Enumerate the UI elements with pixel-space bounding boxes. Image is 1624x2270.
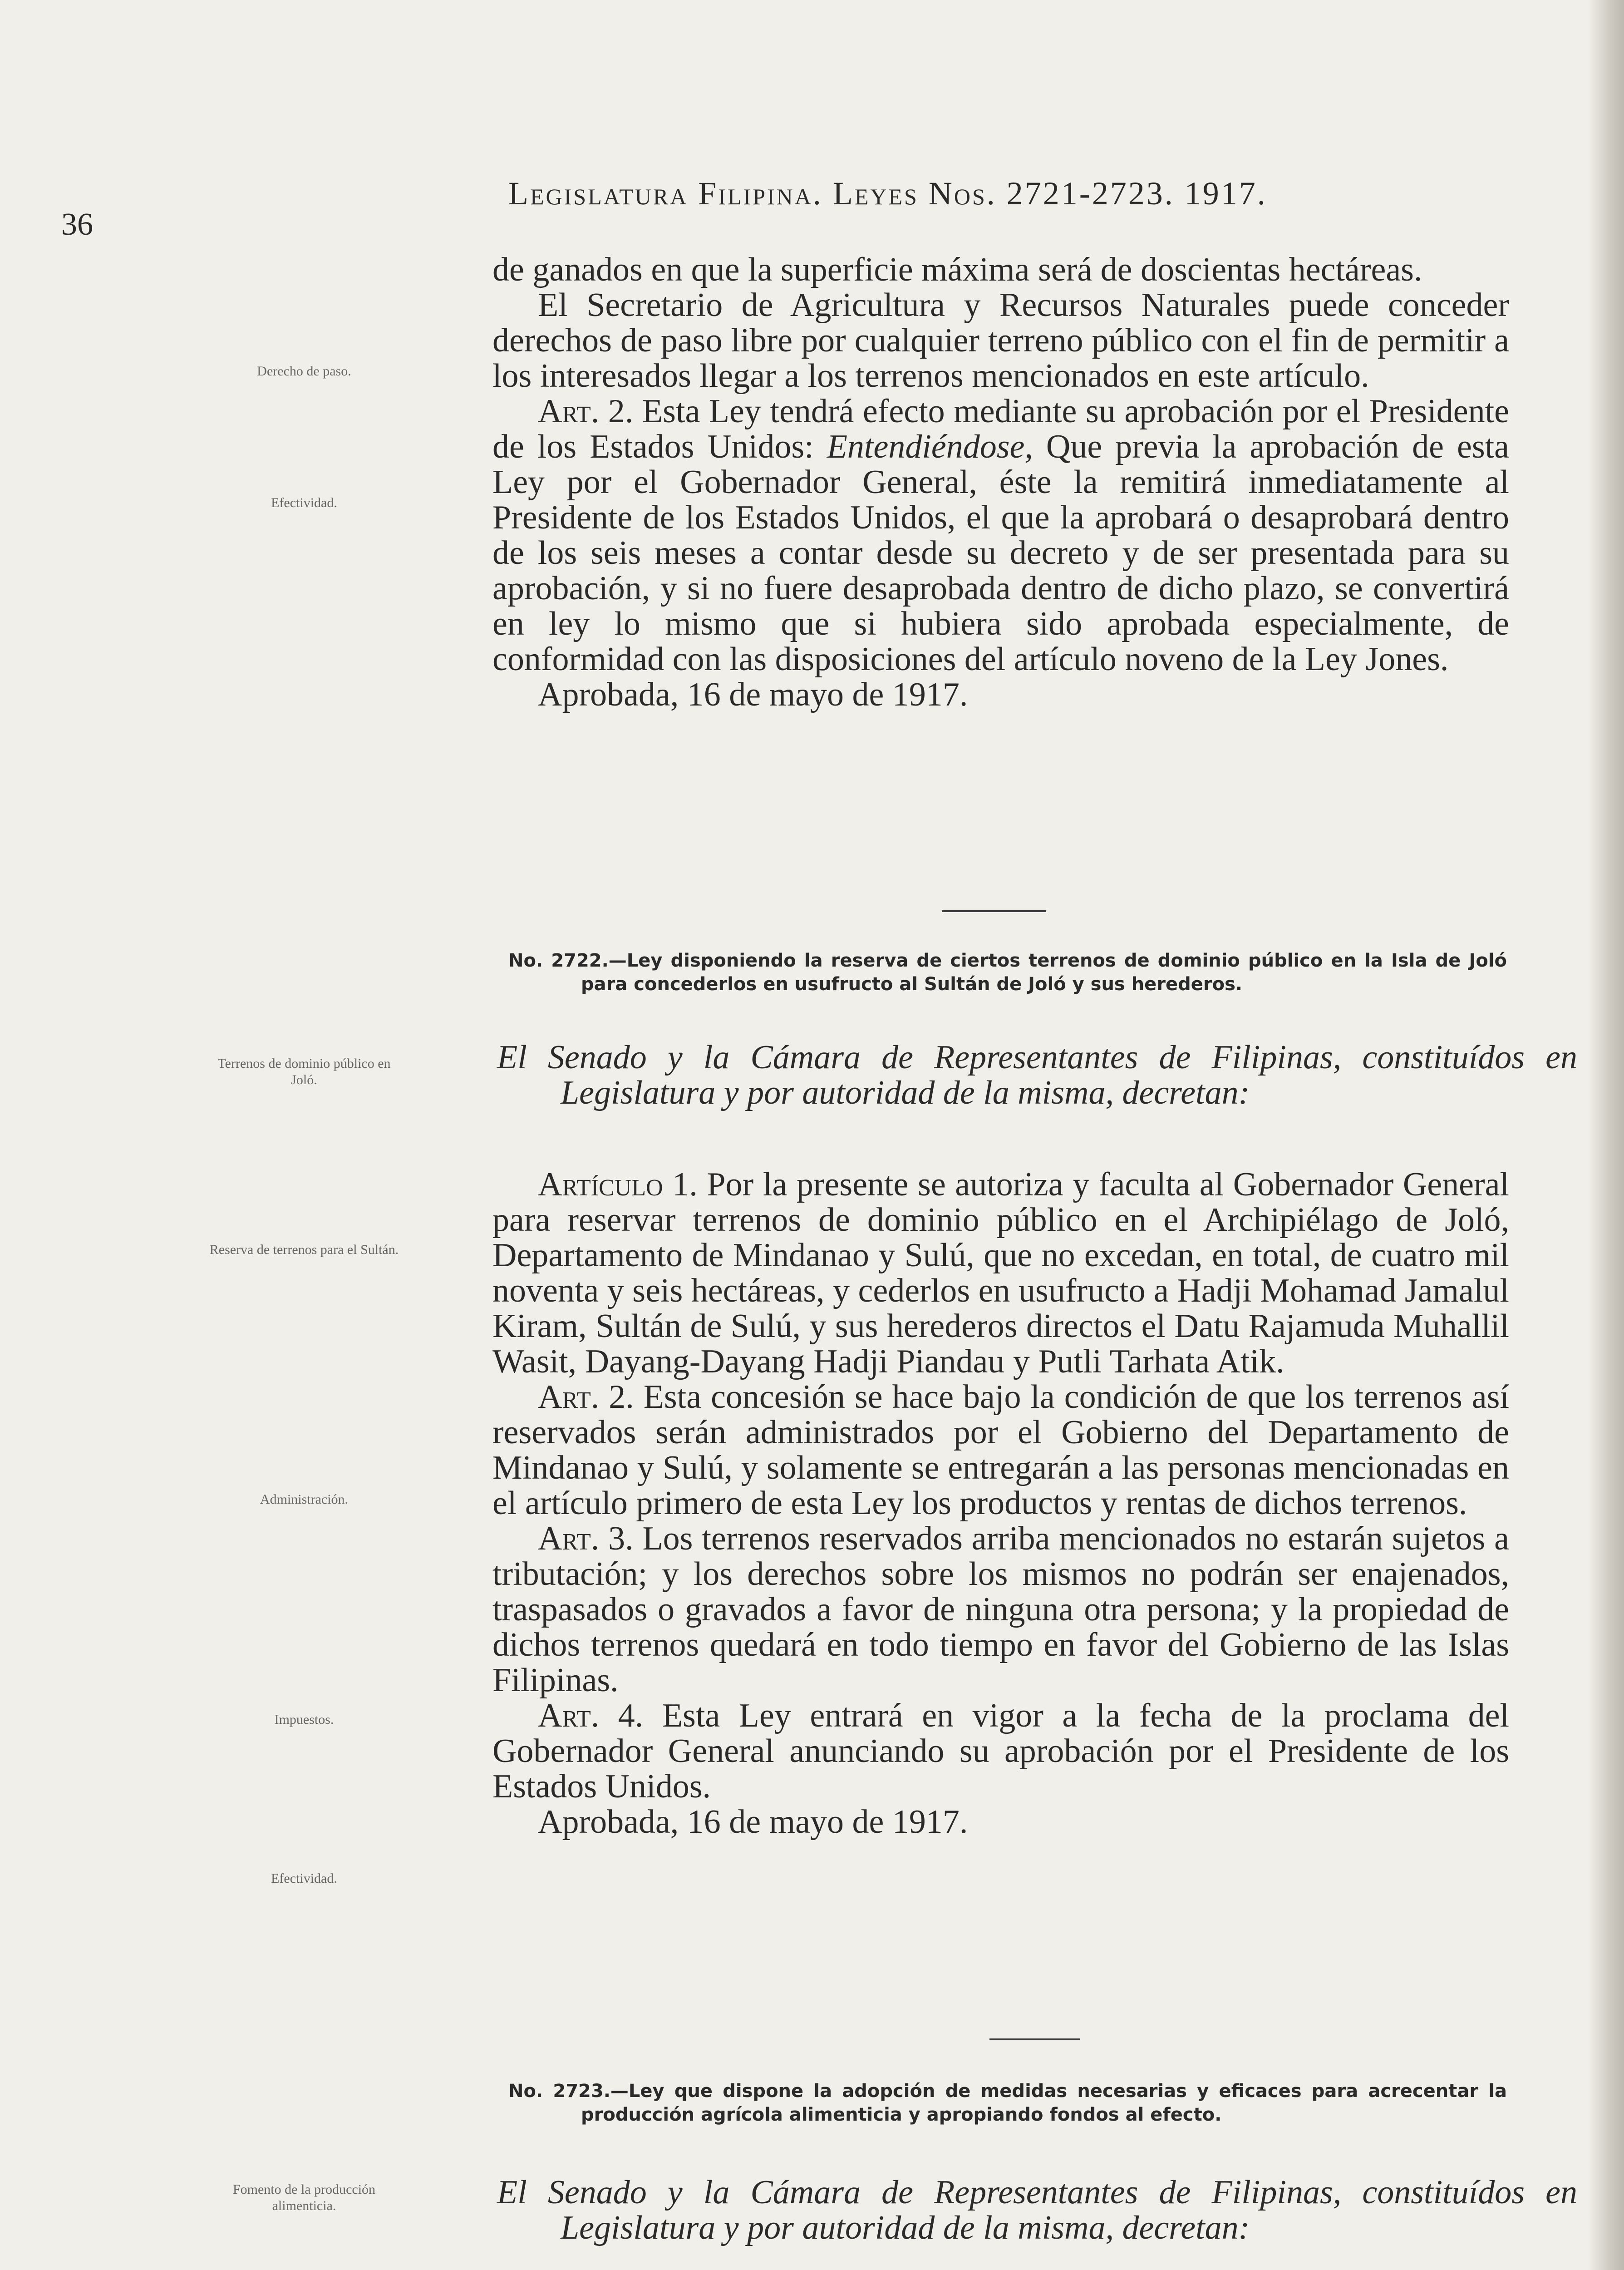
law-2721-continuation	[492, 252, 1509, 712]
article-text: Por la presente se autoriza y faculta al Gobernador General para reservar terrenos de dominio público en el Archipiélago de Joló, Departamento de Mindanao y Sulú, que no excedan, en total, de cuatro mil noventa y seis hectáreas, y cederlos en usufructo a Hadji Mohamad Jamalul Kiram, Sultán de Sulú, y sus herederos directos el Datu Rajamuda Muhallil Wasit, Dayang-Dayang Hadji Piandau y Putli Tarhata Atik.	[492, 1166, 1510, 1380]
margin-note-terrenos-jolo: Terrenos de dominio público en Joló.	[217, 1056, 391, 1087]
margin-note-fomento: Fomento de la producción alimenticia.	[232, 2182, 376, 2213]
page-edge-shadow	[1588, 0, 1624, 2270]
margin-note-administracion: Administración.	[260, 1492, 349, 1507]
law-2722-heading	[508, 949, 1507, 996]
enacting-clause-2722: El Senado y la Cámara de Representantes de Filipinas, constituídos en Legislatura y por autoridad de la misma, decretan:	[497, 1039, 1577, 1111]
article-2-2722	[492, 1379, 1509, 1521]
article-text: Esta Ley entrará en vigor a la fecha de la proclama del Gobernador General anunciando su aprobación por el Presidente de los Estados Unidos.	[492, 1697, 1510, 1805]
article-label: Art. 2.	[538, 393, 634, 430]
margin-note-efectividad: Efectividad.	[271, 1871, 337, 1886]
section-divider	[989, 2038, 1080, 2040]
margin-note-impuestos: Impuestos.	[274, 1712, 334, 1727]
law-title: —Ley disponiendo la reserva de ciertos terrenos de dominio público en la Isla de Joló para concederlos en usufructo al Sultán de Joló y sus herederos.	[581, 950, 1507, 995]
page-number: 36	[61, 207, 93, 242]
approval-date: Aprobada, 16 de mayo de 1917.	[538, 1803, 968, 1841]
running-head: Legislatura Filipina. Leyes Nos. 2721-2723. 1917.	[508, 175, 1267, 212]
margin-note-reserva: Reserva de terrenos para el Sultán.	[209, 1242, 399, 1257]
article-4-2722	[492, 1698, 1509, 1804]
article-3-2722	[492, 1521, 1509, 1698]
law-number: No. 2723.	[508, 2081, 610, 2102]
law-title: —Ley que dispone la adopción de medidas necesarias y eficaces para acrecentar la producción agrícola alimenticia y apropiando fondos al efecto.	[581, 2081, 1507, 2125]
approval-date: Aprobada, 16 de mayo de 1917.	[538, 676, 968, 713]
article-label: Art. 3.	[538, 1520, 634, 1557]
article-text: Que previa la aprobación de esta Ley por el Gobernador General, éste la remitirá inmediatamente al Presidente de los Estados Unidos, el que la aprobará o desaprobará dentro de los seis meses a contar desde su decreto y de ser presentada para su aprobación, y si no fuere desaprobada dentro de dicho plazo, se convertirá en ley lo mismo que si hubiera sido aprobada especialmente, de conformidad con las disposiciones del artículo noveno de la Ley Jones.	[492, 428, 1510, 678]
article-2-2721	[492, 394, 1509, 677]
paragraph-ganados: de ganados en que la superficie máxima será de doscientas hectáreas.	[492, 251, 1422, 288]
paragraph-derecho-paso: El Secretario de Agricultura y Recursos Naturales puede conceder derechos de paso libre por cualquier terreno público con el fin de permitir a los interesados llegar a los terrenos mencionados en este artículo.	[492, 286, 1509, 395]
margin-note-efectividad: Efectividad.	[271, 495, 337, 510]
article-label: Art. 2.	[538, 1378, 634, 1416]
article-text: Los terrenos reservados arriba mencionados no estarán sujetos a tributación; y los derechos sobre los mismos no podrán ser enajenados, traspasados o gravados a favor de ninguna otra persona; y la propiedad de dichos terrenos quedará en todo tiempo en favor del Gobierno de las Islas Filipinas.	[492, 1520, 1510, 1699]
margin-note-derecho-de-paso: Derecho de paso.	[257, 364, 351, 379]
article-label: Art. 4.	[538, 1697, 644, 1734]
article-text: Esta concesión se hace bajo la condición de que los terrenos así reservados serán administrados por el Gobierno del Departamento de Mindanao y Sulú, y solamente se entregarán a las personas mencionadas en el artículo primero de esta Ley los productos y rentas de dichos terrenos.	[492, 1378, 1510, 1522]
enacting-clause-2723: El Senado y la Cámara de Representantes de Filipinas, constituídos en Legislatura y por autoridad de la misma, decretan:	[497, 2174, 1577, 2246]
law-2723-heading	[508, 2079, 1507, 2127]
law-number: No. 2722.	[508, 950, 609, 971]
article-label: Artículo 1.	[538, 1166, 698, 1203]
section-divider	[942, 910, 1046, 912]
article-text: Esta Ley tendrá efecto mediante su aprobación por el Presidente de los Estados Unidos:	[492, 393, 1510, 465]
law-2722-body	[492, 1167, 1509, 1840]
article-1-2722	[492, 1167, 1509, 1379]
article-italic-text: Entendiéndose,	[827, 428, 1033, 465]
